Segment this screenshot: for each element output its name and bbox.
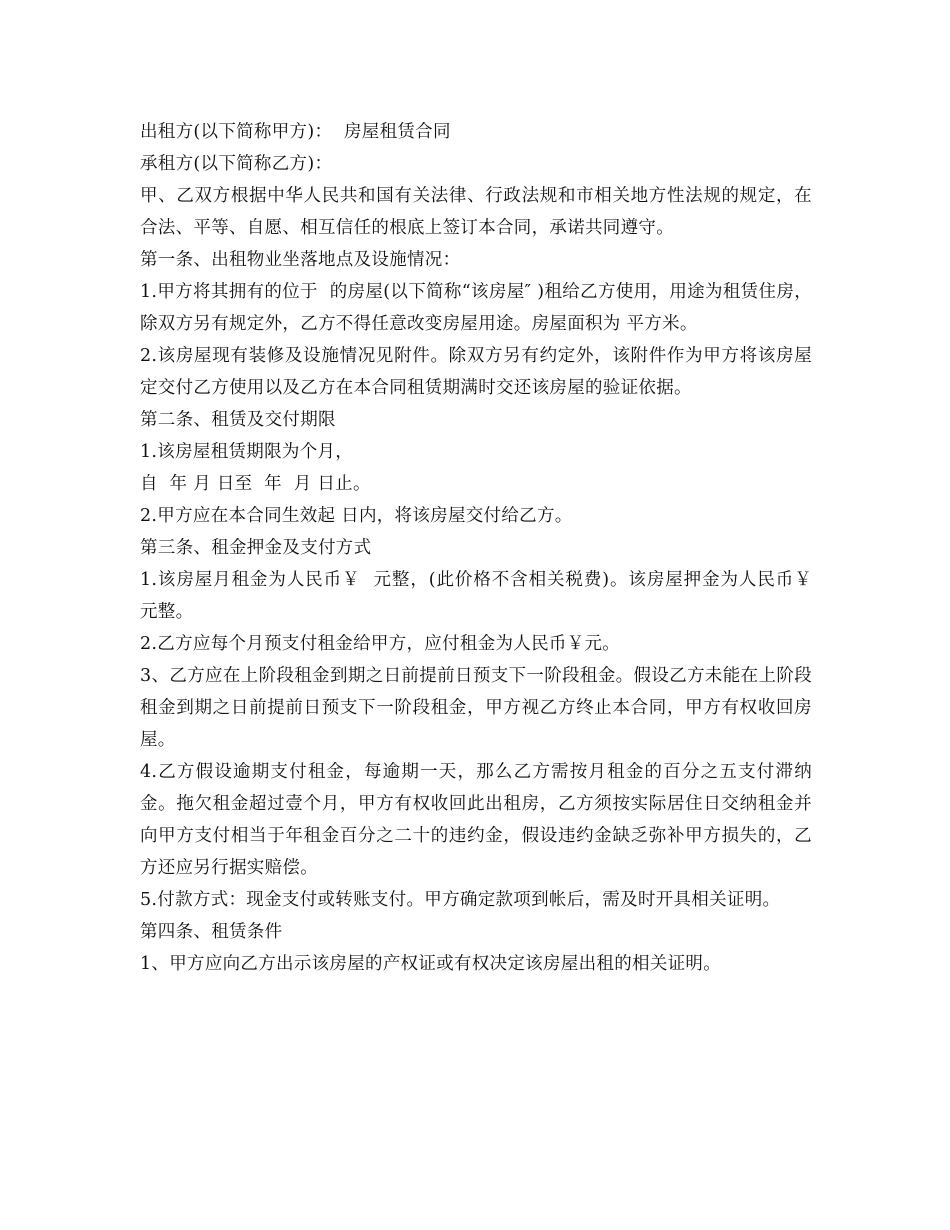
article-2-item-1: 1.该房屋租赁期限为个月，: [140, 442, 354, 462]
article-2-item-2: 2.甲方应在本合同生效起 日内，将该房屋交付给乙方。: [140, 506, 573, 526]
contract-body: [140, 116, 824, 980]
article-2-item-1-dates: 自 年 月 日至 年 月 日止。: [140, 474, 371, 494]
article-4-heading: 第四条、租赁条件: [140, 922, 283, 942]
lessee-line: 承租方(以下简称乙方)：: [140, 154, 333, 174]
article-3-item-5: 5.付款方式：现金支付或转账支付。甲方确定款项到帐后，需及时开具相关证明。: [140, 890, 781, 910]
article-1-heading: 第一条、出租物业坐落地点及设施情况：: [140, 250, 461, 270]
preamble-paragraph: 甲、乙双方根据中华人民共和国有关法律、行政法规和市相关地方性法规的规定，在合法、平等、自愿、相互信任的根底上签订本合同，承诺共同遵守。: [140, 186, 812, 238]
article-1-item-2: 2.该房屋现有装修及设施情况见附件。除双方另有约定外，该附件作为甲方将该房屋定交付乙方使用以及乙方在本合同租赁期满时交还该房屋的验证依据。: [140, 346, 812, 398]
article-3-item-2: 2.乙方应每个月预支付租金给甲方，应付租金为人民币￥元。: [140, 634, 621, 654]
article-1-item-1: 1.甲方将其拥有的位于 的房屋(以下简称“该房屋″ )租给乙方使用，用途为租赁住房，除双方另有规定外，乙方不得任意改变房屋用途。房屋面积为 平方米。: [140, 282, 812, 334]
article-3-item-4: 4.乙方假设逾期支付租金，每逾期一天，那么乙方需按月租金的百分之五支付滞纳金。拖欠租金超过壹个月，甲方有权收回此出租房，乙方须按实际居住日交纳租金并向甲方支付相当于年租金百分之二十的违约金，假设违约金缺乏弥补甲方损失的，乙方还应另行据实赔偿。: [140, 762, 812, 878]
article-3-heading: 第三条、租金押金及支付方式: [140, 538, 372, 558]
lessor-line: 出租方(以下简称甲方)： 房屋租赁合同: [140, 122, 451, 142]
article-3-item-1: 1.该房屋月租金为人民币￥ 元整，(此价格不含相关税费)。该房屋押金为人民币￥ 元整。: [140, 570, 824, 622]
article-4-item-1: 1、甲方应向乙方出示该房屋的产权证或有权决定该房屋出租的相关证明。: [140, 954, 722, 974]
article-2-heading: 第二条、租赁及交付期限: [140, 410, 336, 430]
article-3-item-3: 3、乙方应在上阶段租金到期之日前提前日预支下一阶段租金。假设乙方未能在上阶段租金到期之日前提前日预支下一阶段租金，甲方视乙方终止本合同，甲方有权收回房屋。: [140, 666, 812, 750]
